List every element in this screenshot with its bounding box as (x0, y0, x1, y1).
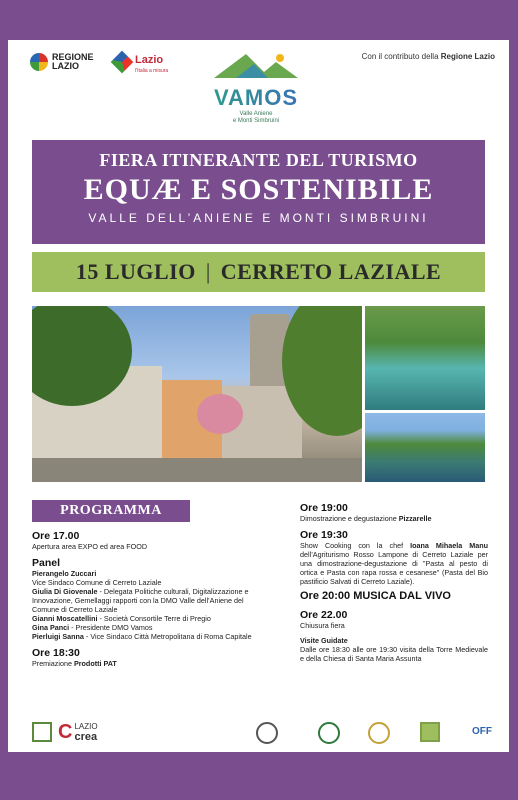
lazio-crea-main: LAZIO (74, 722, 98, 731)
sponsor-seal-icon (368, 722, 390, 744)
time-2200-desc: Chiusura fiera (300, 621, 345, 630)
regione-emblem-icon (30, 53, 48, 71)
time-1700: Ore 17.00 (32, 530, 80, 542)
vamos-logo (206, 50, 306, 125)
header-logos (30, 50, 168, 74)
lazio-innova-logo-icon (32, 722, 52, 742)
regione-name: REGIONE LAZIO (52, 52, 94, 71)
sponsor-square-icon (420, 722, 440, 742)
contribution-prefix: Con il contributo della (361, 52, 439, 61)
lazio-crea-sub: crea (74, 731, 98, 743)
panelist-2-name: Giulia Di Giovenale (32, 587, 98, 596)
time-1830-desc-bold: Prodotti PAT (73, 659, 117, 668)
time-1930: Ore 19:30 (300, 529, 348, 541)
lazio-logo-main: Lazio (135, 54, 164, 66)
lazio-brand-icon (111, 51, 134, 74)
time-1830-desc: Premiazione (32, 659, 74, 668)
vamos-sub1: Valle Aniene (239, 111, 273, 117)
title-band (32, 140, 485, 244)
panelist-1-name: Pierangelo Zuccari (32, 569, 97, 578)
sponsor-shield-icon (318, 722, 340, 744)
panelist-3-name: Gianni Moscatellini (32, 614, 98, 623)
title-line3: VALLE DELL’ANIENE E MONTI SIMBRUINI (88, 211, 429, 225)
lake-photo (365, 413, 485, 482)
sponsors-row (28, 714, 493, 748)
time-1930-desc-b: dell’Agriturismo Rosso Lampone di Cerreto Laziale per una dimostrazione-degustazione di "Pasta al pesto di ortica e Pasta con rapa rossa e cesanese" (Pasta del Bio pastificio Salvati di Cerreto Laziale). (300, 550, 488, 586)
lazio-logo-sub: l'Italia a misura (135, 68, 169, 74)
panelist-3-role: - Società Consortile Terre di Pregio (97, 614, 211, 623)
time-1900-desc-bold: Pizzarelle (398, 514, 432, 523)
time-2000: Ore 20:00 MUSICA DAL VIVO (300, 590, 451, 602)
event-separator: | (205, 259, 211, 284)
panelist-1-role: Vice Sindaco Comune di Cerreto Laziale (32, 578, 162, 587)
contribution-name: Regione Lazio (440, 52, 495, 61)
blossom-shape (197, 394, 243, 434)
program-right-column (300, 502, 488, 663)
village-photo (32, 306, 362, 482)
lazio-brand-logo (114, 50, 168, 74)
river-photo (365, 306, 485, 410)
panel-heading: Panel (32, 557, 61, 569)
program-left-column (32, 530, 272, 668)
poster (8, 40, 509, 752)
mountains-icon (206, 50, 306, 80)
time-1900-desc: Dimostrazione e degustazione (300, 514, 399, 523)
sponsor-circle-icon (256, 722, 278, 744)
event-place: CERRETO LAZIALE (220, 259, 442, 284)
street-shape (32, 458, 362, 482)
time-1900: Ore 19:00 (300, 502, 348, 514)
visite-heading: Visite Guidate (300, 636, 348, 645)
vamos-word: VAMOS (206, 85, 306, 111)
panelist-5-role: - Vice Sindaco Città Metropolitana di Roma Capitale (83, 632, 252, 641)
event-date: 15 LUGLIO (75, 259, 196, 284)
vamos-sub2: e Monti Simbruini (232, 118, 280, 124)
title-line2: EQUÆ E SOSTENIBILE (83, 173, 434, 206)
off-logo: OFF (472, 726, 492, 737)
regione-lazio-logo (30, 53, 100, 71)
time-1930-desc-a: Show Cooking con la chef (300, 541, 411, 550)
chef-name: Ioana Mihaela Manu (410, 541, 488, 550)
time-1700-desc: Apertura area EXPO ed area FOOD (32, 542, 148, 551)
panelist-5-name: Pierluigi Sanna (32, 632, 84, 641)
visite-desc: Dalle ore 18:30 alle ore 19:30 visita della Torre Medievale e della Chiesa di Santa Maria Assunta (300, 645, 488, 663)
date-band (32, 252, 485, 292)
panelist-2-role: - Delegata Politiche culturali, Digitalizzazione e Innovazione, Gemellaggi rapporti con la DMO Valle dell’Aniene del Comune di Cerreto Laziale (32, 587, 249, 614)
lazio-crea-logo (58, 722, 98, 742)
contribution-text (362, 52, 495, 61)
panelist-4-role: - Presidente DMO Vamos (69, 623, 153, 632)
time-1830: Ore 18:30 (32, 647, 80, 659)
panelist-4-name: Gina Panci (32, 623, 70, 632)
programma-label: PROGRAMMA (32, 500, 190, 522)
time-2200: Ore 22.00 (300, 609, 348, 621)
title-line1: FIERA ITINERANTE DEL TURISMO (99, 150, 418, 170)
crea-c-icon: C (58, 721, 73, 743)
